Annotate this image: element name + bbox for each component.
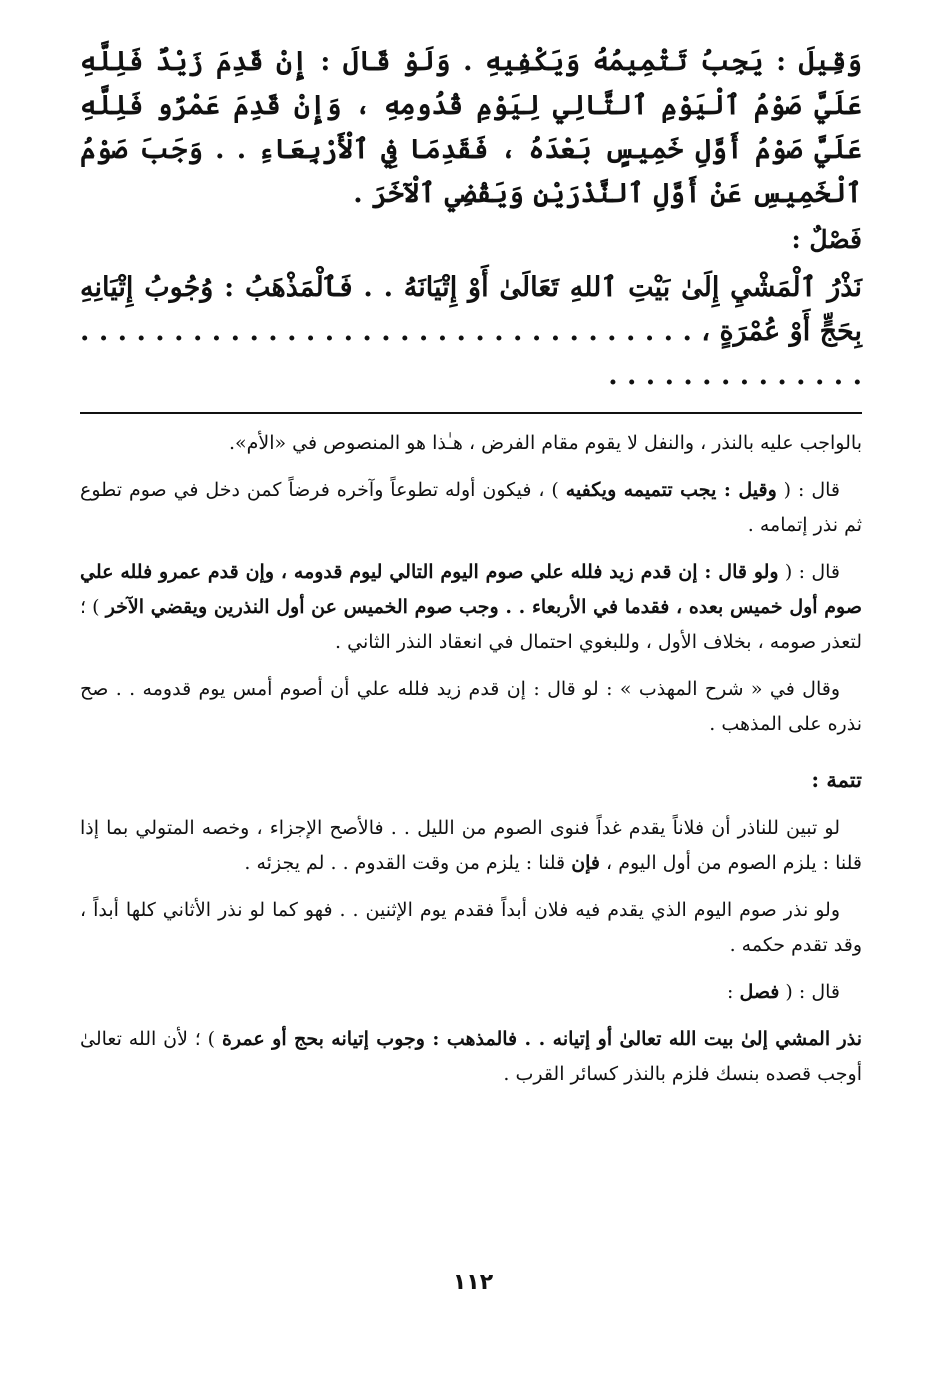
matn-heading-fasl: فَصْلٌ : xyxy=(791,225,862,254)
page-number: ١١٢ xyxy=(452,1270,494,1295)
sharh-paragraph-6: ولو نذر صوم اليوم الذي يقدم فيه فلان أبداً فقدم يوم الإثنين . . فهو كما لو نذر الأثاني كلها أبداً ، وقد تقدم حكمه . xyxy=(80,899,862,956)
sharh-heading-tatimma: تتمة : xyxy=(811,767,862,792)
quote-open: قال : ( xyxy=(779,981,840,1003)
sharh-paragraph-2 xyxy=(80,473,862,543)
commentary: : xyxy=(726,981,740,1003)
quoted-matn: فصل xyxy=(739,981,780,1003)
commentary: لو تبين للناذر أن فلاناً يقدم غداً فنوى الصوم من الليل . . فالأصح الإجزاء ، وخصه المتولي بما إذا قلنا : يلزم الصوم من أول اليوم ، xyxy=(80,817,862,874)
quote-open: قال : ( xyxy=(776,479,840,501)
sharh-paragraph-5 xyxy=(80,811,862,881)
quoted-matn: وقيل : يجب تتميمه ويكفيه xyxy=(565,479,777,501)
sharh-paragraph-4: وقال في « شرح المهذب » : لو قال : إن قدم زيد فلله علي أن أصوم أمس يوم قدومه . . صح نذره على المذهب . xyxy=(80,678,862,735)
commentary: قلنا : يلزم من وقت القدوم . . لم يجزئه . xyxy=(244,852,572,874)
quote-open: قال : ( xyxy=(778,561,841,583)
quoted-matn: ولو قال : إن قدم زيد فلله علي صوم اليوم التالي ليوم قدومه ، وإن قدم عمرو فلله علي صوم أول خميس بعده ، فقدما في الأربعاء . . وجب صوم الخميس عن أول النذرين ويقضي الآخر xyxy=(80,561,862,618)
sharh-paragraph-7 xyxy=(80,975,862,1010)
commentary: ) ؛ لأن الله تعالىٰ أوجب قصده بنسك فلزم بالنذر كسائر القرب . xyxy=(80,1028,862,1085)
matn-paragraph-2: نَذْرُ ٱلْمَشْيِ إِلَىٰ بَيْتِ ٱللهِ تَعَالَىٰ أَوْ إِتْيَانَهُ . . فَٱلْمَذْهَبُ : وُجُوبُ إِتْيَانِهِ بِحَجٍّ أَوْ عُمْرَةٍ ، . . . . . . . . . . . . . . . . . . . . . . . . . . . . . . . . . . . . . . . . . . . . . . . xyxy=(80,272,862,391)
commentary-text xyxy=(80,426,862,1092)
commentary: ) ؛ لتعذر صومه ، بخلاف الأول ، وللبغوي احتمال في انعقاد النذر الثاني . xyxy=(80,596,862,653)
bold-word: فإن xyxy=(571,852,601,874)
sharh-paragraph-3 xyxy=(80,555,862,660)
main-text xyxy=(80,40,862,398)
commentary: ) ، فيكون أوله تطوعاً وآخره فرضاً كمن دخل في صوم تطوع ثم نذر إتمامه . xyxy=(80,479,862,536)
quoted-matn: نذر المشي إلىٰ بيت الله تعالىٰ أو إتيانه . . فالمذهب : وجوب إتيانه بحج أو عمرة xyxy=(221,1028,862,1050)
sharh-paragraph-8 xyxy=(80,1022,862,1092)
separator-rule xyxy=(80,412,862,414)
book-page xyxy=(80,40,862,1104)
sharh-paragraph-1: بالواجب عليه بالنذر ، والنفل لا يقوم مقام الفرض ، هـٰذا هو المنصوص في «الأم». xyxy=(228,432,862,454)
matn-paragraph-1: وَقِيلَ : يَجِبُ تَتْمِيمُهُ وَيَكْفِيهِ . وَلَوْ قَالَ : إِنْ قَدِمَ زَيْدٌ فَلِلَّهِ عَلَيَّ صَوْمُ ٱلْيَوْمِ ٱلتَّالِي لِيَوْمِ قُدُومِهِ ، وَإِنْ قَدِمَ عَمْرٌو فَلِلَّهِ عَلَيَّ صَوْمُ أَوَّلِ خَمِيسٍ بَعْدَهُ ، فَقَدِمَا فِي ٱلْأَرْبِعَاءِ . . وَجَبَ صَوْمُ ٱلْخَمِيسِ عَنْ أَوَّلِ ٱلنَّذْرَيْنِ وَيَقْضِي ٱلْآخَرَ . xyxy=(80,46,862,209)
